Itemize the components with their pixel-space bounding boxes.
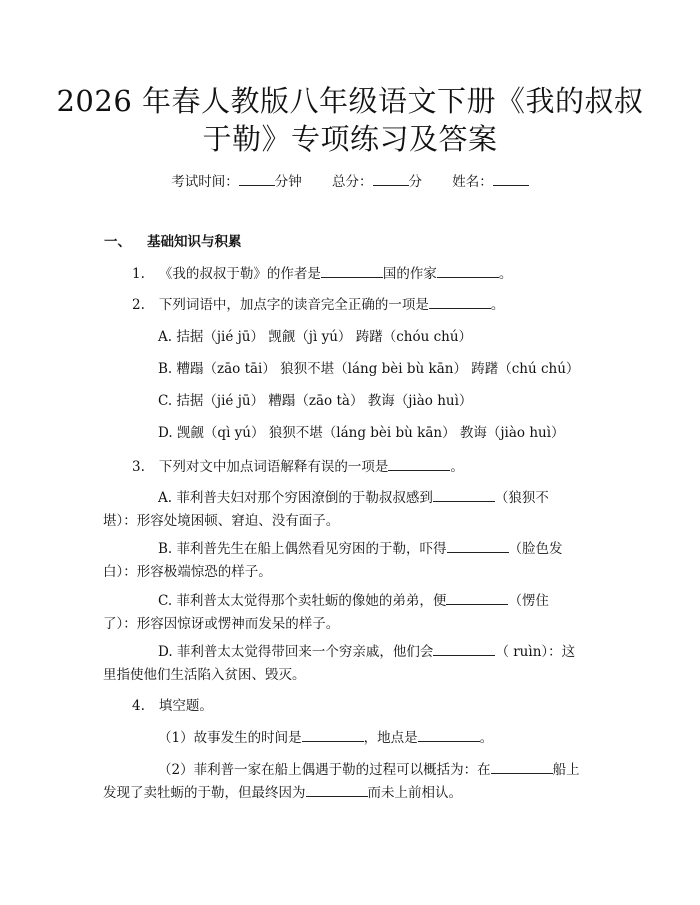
- page-title-line1: 2026 年春人教版八年级语文下册《我的叔叔: [56, 84, 644, 118]
- option-text: （ ruìn）：这: [495, 644, 576, 660]
- fill-text: （2）菲利普一家在船上偶遇于勒的过程可以概括为：在: [158, 762, 491, 778]
- exam-time-blank: [239, 173, 275, 186]
- option-c: C. 拮据（jié jū） 糟蹋（zāo tà） 教诲（jiào huì）: [158, 393, 473, 409]
- section-number: 一、: [104, 234, 131, 250]
- option-d-line1: [158, 640, 575, 660]
- option-text: （狼狈不: [494, 490, 549, 506]
- exam-time-label: 考试时间：: [171, 174, 239, 190]
- exam-score-blank: [373, 173, 409, 186]
- option-text: B. 菲利普先生在船上偶然看见穷困的于勒，吓得: [158, 541, 447, 557]
- section-title: 基础知识与积累: [147, 234, 242, 250]
- exam-time-unit: 分钟: [274, 174, 302, 190]
- question-4: [132, 694, 213, 714]
- answer-blank: [491, 761, 553, 774]
- option-a: A. 拮据（jié jū） 觊觎（jì yú） 踌躇（chóu chú）: [158, 329, 473, 345]
- exam-score-unit: 分: [408, 174, 422, 190]
- option-b-line1: [158, 537, 563, 557]
- question-number: 4.: [132, 698, 145, 714]
- question-2: [132, 293, 504, 313]
- question-number: 1.: [132, 266, 145, 282]
- answer-blank: [321, 265, 383, 278]
- answer-blank: [306, 784, 368, 797]
- section-heading: [104, 230, 242, 250]
- fill-2-line1: [158, 758, 580, 778]
- page-title-line2: 于勒》专项练习及答案: [202, 122, 498, 156]
- option-a-line1: [158, 486, 549, 506]
- option-text: （愣住: [508, 593, 549, 609]
- fill-text: ，地点是: [363, 730, 418, 746]
- question-1: [132, 262, 512, 282]
- option-b-line2: 白）：形容极端惊恐的样子。: [103, 564, 272, 580]
- fill-text: （1）故事发生的时间是: [158, 730, 302, 746]
- option-b: B. 糟蹋（zāo tāi） 狼狈不堪（láng bèi bù kān） 踌躇（chú chú）: [158, 361, 580, 377]
- question-text: 。: [490, 297, 505, 313]
- answer-blank: [418, 729, 480, 742]
- answer-blank: [433, 489, 495, 502]
- fill-1: [158, 726, 493, 746]
- question-number: 2.: [132, 297, 145, 313]
- exam-name-label: 姓名：: [452, 174, 493, 190]
- answer-blank: [433, 643, 495, 656]
- option-a-line2: 堪）：形容处境困顿、窘迫、没有面子。: [103, 513, 340, 529]
- answer-blank: [429, 296, 491, 309]
- fill-text: 而未上前相认。: [367, 785, 462, 801]
- fill-text: 发现了卖牡蛎的于勒，但最终因为: [103, 785, 306, 801]
- question-text: 下列对文中加点词语解释有误的一项是: [158, 459, 389, 475]
- answer-blank: [302, 729, 364, 742]
- exam-score: [332, 170, 422, 190]
- option-d: D. 觊觎（qì yú） 狼狈不堪（láng bèi bù kān） 教诲（jiào huì）: [158, 425, 565, 441]
- question-text: 下列词语中，加点字的读音完全正确的一项是: [158, 297, 429, 313]
- option-c-line2: 了）：形容因惊讶或愣神而发呆的样子。: [103, 616, 340, 632]
- question-text: 《我的叔叔于勒》的作者是: [158, 266, 321, 282]
- exam-time: [171, 170, 302, 190]
- fill-text: 。: [479, 730, 494, 746]
- exam-name: [452, 170, 529, 190]
- question-text: 。: [498, 266, 513, 282]
- option-text: C. 菲利普太太觉得那个卖牡蛎的像她的弟弟，便: [158, 593, 447, 609]
- answer-blank: [446, 592, 508, 605]
- answer-blank: [388, 458, 450, 471]
- exam-name-blank: [493, 173, 529, 186]
- question-text: 。: [450, 459, 464, 475]
- option-text: （脸色发: [508, 541, 563, 557]
- question-3: [132, 455, 464, 475]
- answer-blank: [447, 540, 509, 553]
- fill-2-line2: [103, 781, 462, 801]
- question-number: 3.: [132, 459, 145, 475]
- exam-meta: [0, 170, 700, 190]
- option-d-line2: 里指使他们生活陷入贫困、毁灭。: [103, 667, 306, 683]
- answer-blank: [437, 265, 499, 278]
- fill-text: 船上: [552, 762, 580, 778]
- question-text: 国的作家: [382, 266, 437, 282]
- option-text: A. 菲利普夫妇对那个穷困潦倒的于勒叔叔感到: [158, 490, 433, 506]
- exam-score-label: 总分：: [332, 174, 373, 190]
- option-c-line1: [158, 589, 549, 609]
- question-text: 填空题。: [158, 698, 213, 714]
- option-text: D. 菲利普太太觉得带回来一个穷亲戚，他们会: [158, 644, 434, 660]
